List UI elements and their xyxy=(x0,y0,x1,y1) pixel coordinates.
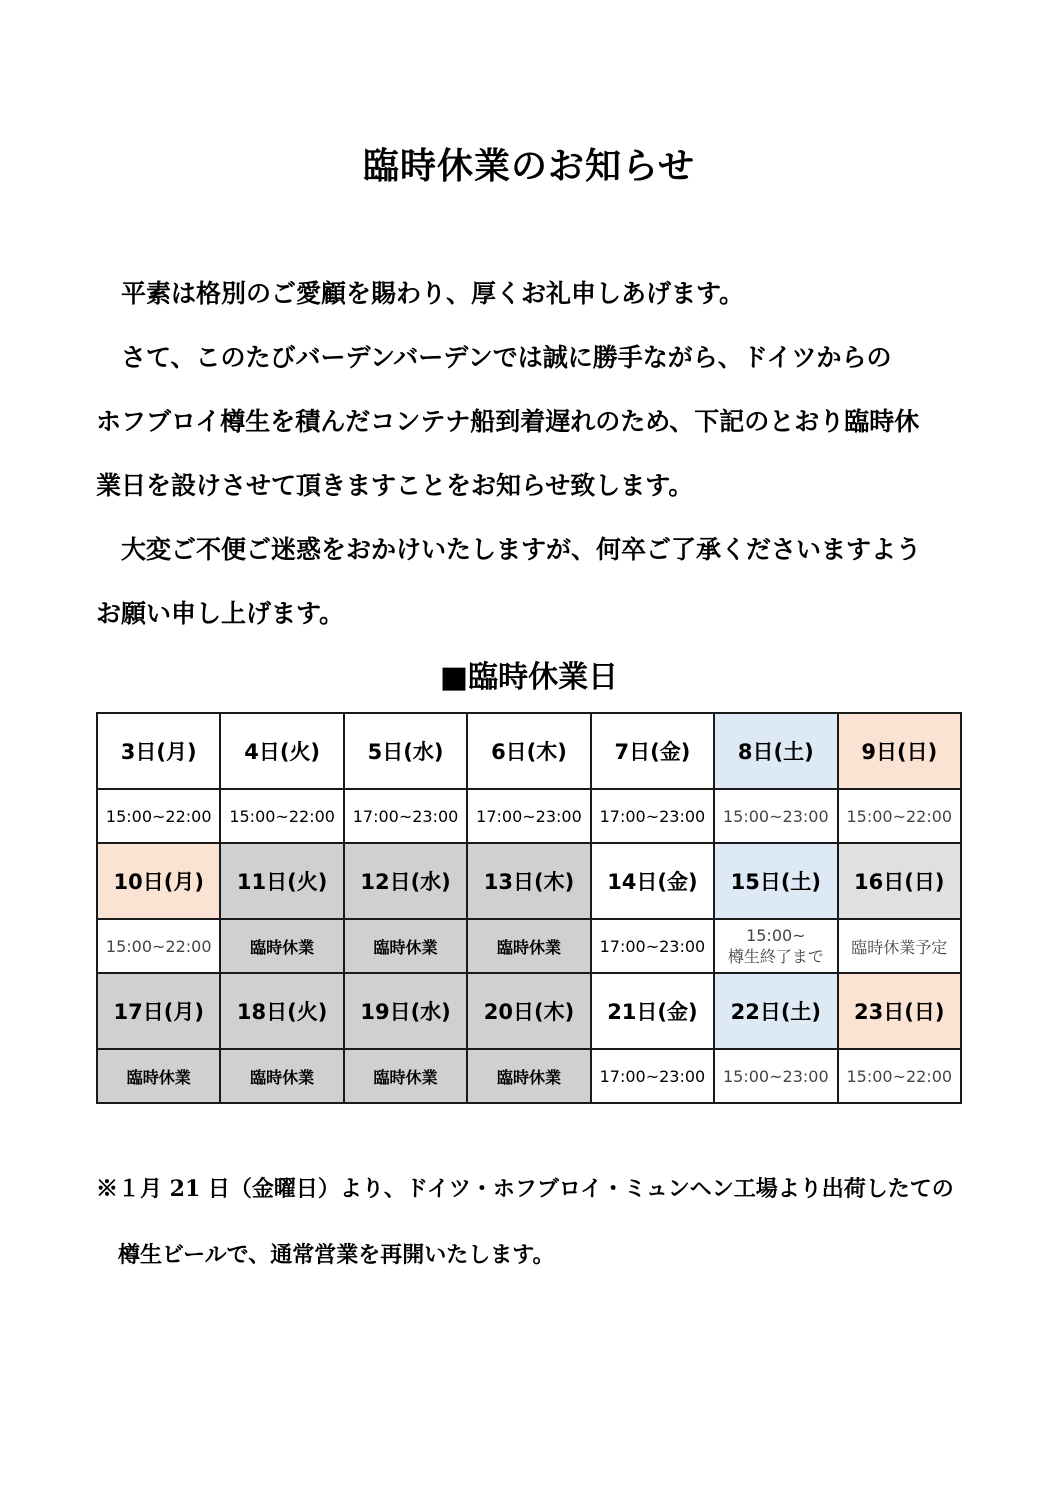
paragraph-line-3: ホフブロイ樽生を積んだコンテナ船到着遅れのため、下記のとおり臨時休 xyxy=(96,407,920,436)
closed-status-cell: 臨時休業 xyxy=(220,1049,343,1103)
calendar-date-cell: 3日(月) xyxy=(97,713,220,789)
paragraph-line-5: 大変ご不便ご迷惑をおかけいたしますが、何卒ご了承くださいますよう xyxy=(96,535,922,564)
calendar-date-cell: 19日(水) xyxy=(344,973,467,1049)
calendar-date-cell: 5日(水) xyxy=(344,713,467,789)
hours-line: 樽生終了まで xyxy=(727,947,824,966)
closed-status-cell: 臨時休業 xyxy=(344,1049,467,1103)
calendar-day-row xyxy=(97,843,961,919)
hours-cell: 15:00~22:00 xyxy=(838,1049,961,1103)
calendar-hours-row xyxy=(97,789,961,843)
calendar-hours-row xyxy=(97,1049,961,1103)
hours-cell: 15:00~22:00 xyxy=(97,919,220,973)
hours-cell: 17:00~23:00 xyxy=(591,919,714,973)
calendar-day-row xyxy=(97,713,961,789)
calendar-date-cell: 23日(日) xyxy=(838,973,961,1049)
calendar-date-cell: 13日(木) xyxy=(467,843,590,919)
note-line-2: 樽生ビールで、通常営業を再開いたします。 xyxy=(96,1242,555,1268)
calendar-date-cell: 4日(火) xyxy=(220,713,343,789)
calendar-date-cell: 16日(日) xyxy=(838,843,961,919)
paragraph-line-1: 平素は格別のご愛顧を賜わり、厚くお礼申しあげます。 xyxy=(96,279,745,308)
closed-status-cell: 臨時休業 xyxy=(97,1049,220,1103)
closed-status-cell: 臨時休業 xyxy=(344,919,467,973)
paragraph-line-6: お願い申し上げます。 xyxy=(96,599,345,628)
calendar-date-cell: 18日(火) xyxy=(220,973,343,1049)
calendar-date-cell: 20日(木) xyxy=(467,973,590,1049)
calendar-date-cell: 12日(水) xyxy=(344,843,467,919)
page-title: 臨時休業のお知らせ xyxy=(363,145,695,187)
hours-cell: 15:00~22:00 xyxy=(97,789,220,843)
hours-cell: 15:00~22:00 xyxy=(220,789,343,843)
calendar-date-cell: 22日(土) xyxy=(714,973,837,1049)
calendar-date-cell: 21日(金) xyxy=(591,973,714,1049)
hours-cell: 17:00~23:00 xyxy=(591,789,714,843)
closure-calendar xyxy=(96,712,962,1104)
calendar-date-cell: 11日(火) xyxy=(220,843,343,919)
calendar-date-cell: 17日(月) xyxy=(97,973,220,1049)
paragraph-line-2: さて、このたびバーデンバーデンでは誠に勝手ながら、ドイツからの xyxy=(96,343,892,372)
calendar-date-cell: 10日(月) xyxy=(97,843,220,919)
hours-cell: 臨時休業予定 xyxy=(838,919,961,973)
hours-cell: 17:00~23:00 xyxy=(467,789,590,843)
calendar-date-cell: 14日(金) xyxy=(591,843,714,919)
hours-cell: 17:00~23:00 xyxy=(591,1049,714,1103)
calendar-date-cell: 8日(土) xyxy=(714,713,837,789)
calendar-hours-row xyxy=(97,919,961,973)
hours-cell xyxy=(714,919,837,973)
closure-days-heading: ■臨時休業日 xyxy=(439,660,619,695)
hours-cell: 15:00~23:00 xyxy=(714,789,837,843)
calendar-day-row xyxy=(97,973,961,1049)
calendar-date-cell: 7日(金) xyxy=(591,713,714,789)
hours-cell: 15:00~23:00 xyxy=(714,1049,837,1103)
hours-cell: 15:00~22:00 xyxy=(838,789,961,843)
hours-cell: 17:00~23:00 xyxy=(344,789,467,843)
closed-status-cell: 臨時休業 xyxy=(467,919,590,973)
calendar-date-cell: 15日(土) xyxy=(714,843,837,919)
closed-status-cell: 臨時休業 xyxy=(220,919,343,973)
hours-line: 15:00~ xyxy=(746,926,806,945)
note-line-1: ※１月 21 日（金曜日）より、ドイツ・ホフブロイ・ミュンヘン工場より出荷したての xyxy=(96,1176,954,1202)
paragraph-line-4: 業日を設けさせて頂きますことをお知らせ致します。 xyxy=(96,471,694,500)
calendar-date-cell: 9日(日) xyxy=(838,713,961,789)
calendar-date-cell: 6日(木) xyxy=(467,713,590,789)
closed-status-cell: 臨時休業 xyxy=(467,1049,590,1103)
